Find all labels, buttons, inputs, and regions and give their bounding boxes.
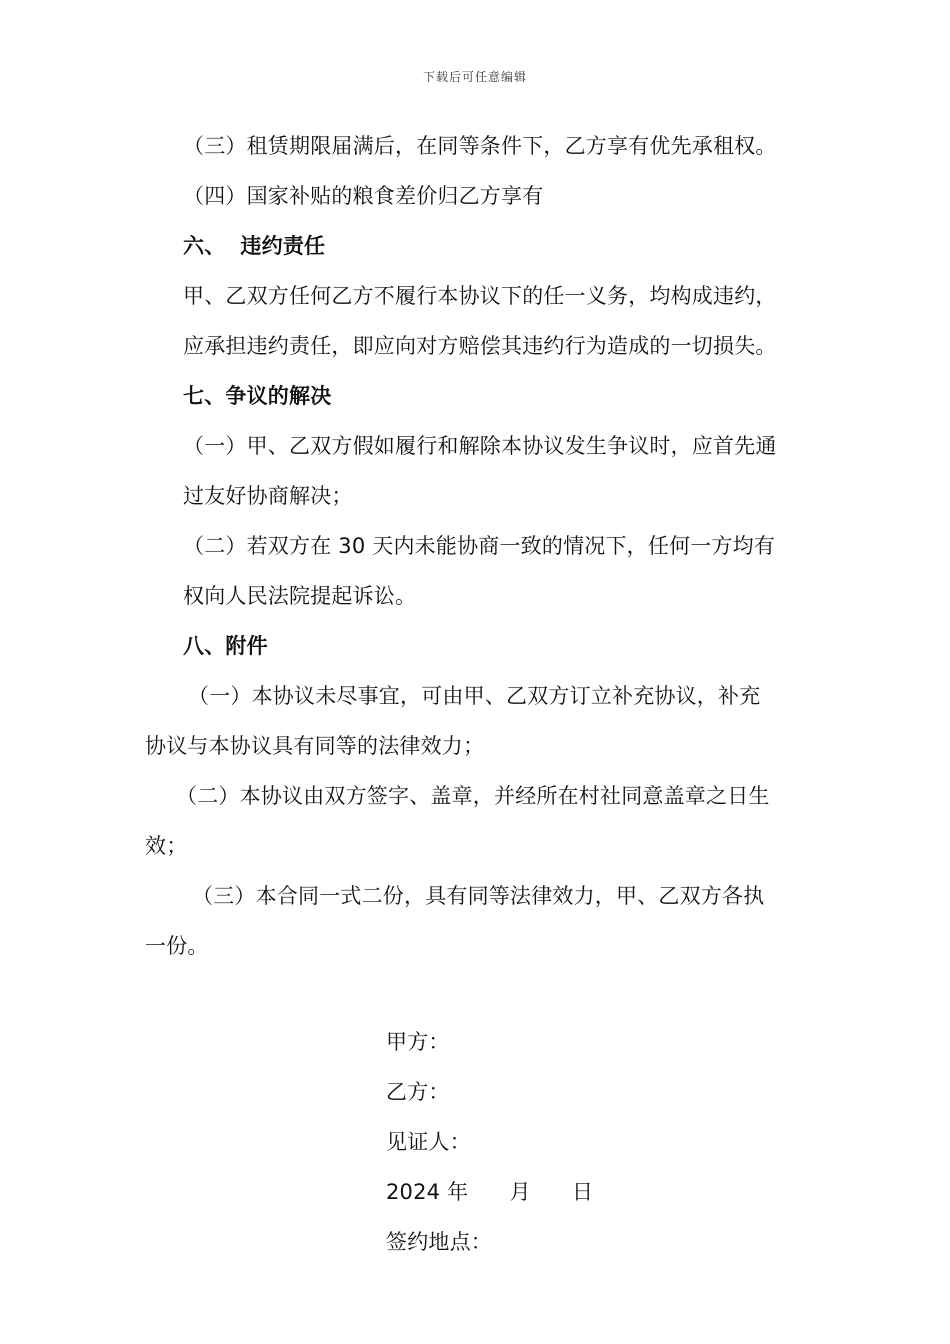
clause-5-3: （三）租赁期限届满后，在同等条件下，乙方享有优先承租权。 [183,134,777,158]
clause-8-2-line-2: 效； [145,834,188,858]
page-header-note: 下载后可任意编辑 [422,70,527,84]
clause-8-1-line-2: 协议与本协议具有同等的法律效力； [145,734,485,758]
section-6-para-line-1: 甲、乙双方任何乙方不履行本协议下的任一义务，均构成违约， [183,284,777,308]
clause-7-1-line-1: （一）甲、乙双方假如履行和解除本协议发生争议时，应首先通 [183,434,777,458]
clause-5-4: （四）国家补贴的粮食差价归乙方享有 [183,184,544,208]
signature-place: 签约地点： [386,1230,492,1254]
section-6-para-line-2: 应承担违约责任，即应向对方赔偿其违约行为造成的一切损失。 [183,334,777,358]
section-6-heading: 六、 违约责任 [183,234,326,258]
section-7-heading: 七、争议的解决 [183,384,332,408]
clause-7-2-line-2: 权向人民法院提起诉讼。 [183,584,417,608]
clause-8-3-line-1: （三）本合同一式二份，具有同等法律效力，甲、乙双方各执 [192,884,765,908]
clause-7-2-line-1: （二）若双方在 30 天内未能协商一致的情况下，任何一方均有 [183,534,776,558]
signature-witness: 见证人： [386,1130,471,1154]
signature-date: 2024 年 月 日 [386,1180,594,1204]
clause-8-2-line-1: （二）本协议由双方签字、盖章，并经所在村社同意盖章之日生 [176,784,770,808]
clause-7-1-line-2: 过友好协商解决； [183,484,353,508]
clause-8-3-line-2: 一份。 [145,934,209,958]
clause-8-1-line-1: （一）本协议未尽事宜，可由甲、乙双方订立补充协议，补充 [188,684,761,708]
signature-party-a: 甲方： [386,1030,450,1054]
signature-party-b: 乙方： [386,1080,450,1104]
section-8-heading: 八、附件 [183,634,268,658]
